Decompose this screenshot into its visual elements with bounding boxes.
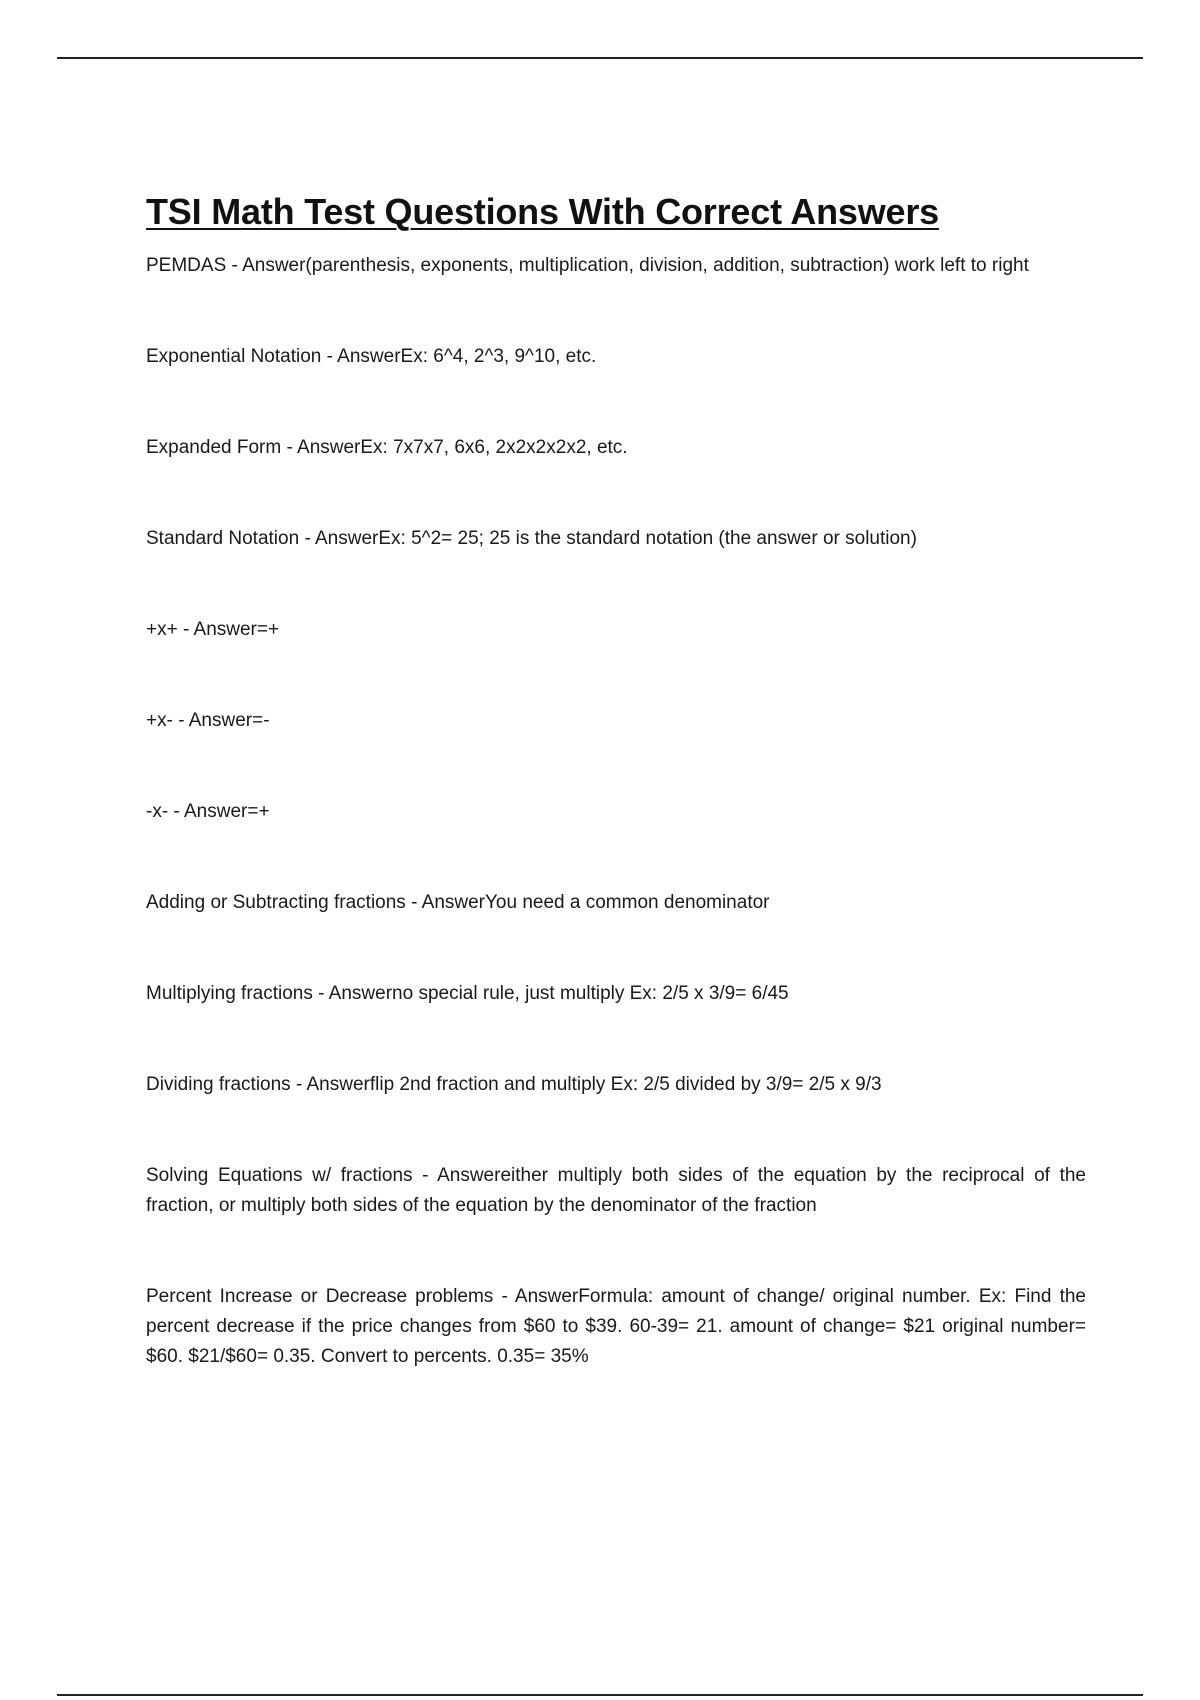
entry-standard-notation: Standard Notation - AnswerEx: 5^2= 25; 25 is the standard notation (the answer or solution) (146, 528, 917, 550)
entry-minus-times-minus: -x- - Answer=+ (146, 801, 270, 823)
entry-expanded-form: Expanded Form - AnswerEx: 7x7x7, 6x6, 2x2x2x2x2, etc. (146, 437, 628, 459)
entry-solving-equations-fractions: Solving Equations w/ fractions - Answereither multiply both sides of the equation by the reciprocal of the fraction, or multiply both sides of the equation by the denominator of the fraction (146, 1165, 1086, 1217)
entry-multiplying-fractions: Multiplying fractions - Answerno special rule, just multiply Ex: 2/5 x 3/9= 6/45 (146, 983, 789, 1005)
entry-adding-subtracting-fractions: Adding or Subtracting fractions - AnswerYou need a common denominator (146, 892, 770, 914)
entry-dividing-fractions: Dividing fractions - Answerflip 2nd fraction and multiply Ex: 2/5 divided by 3/9= 2/5 x 9/3 (146, 1074, 882, 1096)
document-title: TSI Math Test Questions With Correct Answers (146, 191, 939, 232)
entry-pemdas: PEMDAS - Answer(parenthesis, exponents, multiplication, division, addition, subtraction) work left to right (146, 255, 1029, 277)
entry-percent-increase-decrease: Percent Increase or Decrease problems - AnswerFormula: amount of change/ original number. Ex: Find the percent decrease if the price changes from $60 to $39. 60-39= 21. amount of change= $21 original number= $60. $21/$60= 0.35. Convert to percents. 0.35= 35% (146, 1286, 1086, 1368)
footer-rule (57, 1694, 1143, 1696)
entry-plus-times-minus: +x- - Answer=- (146, 710, 270, 732)
document-body (146, 190, 1086, 1372)
entry-exponential-notation: Exponential Notation - AnswerEx: 6^4, 2^3, 9^10, etc. (146, 346, 597, 368)
entry-plus-times-plus: +x+ - Answer=+ (146, 619, 280, 641)
header-rule (57, 57, 1143, 59)
